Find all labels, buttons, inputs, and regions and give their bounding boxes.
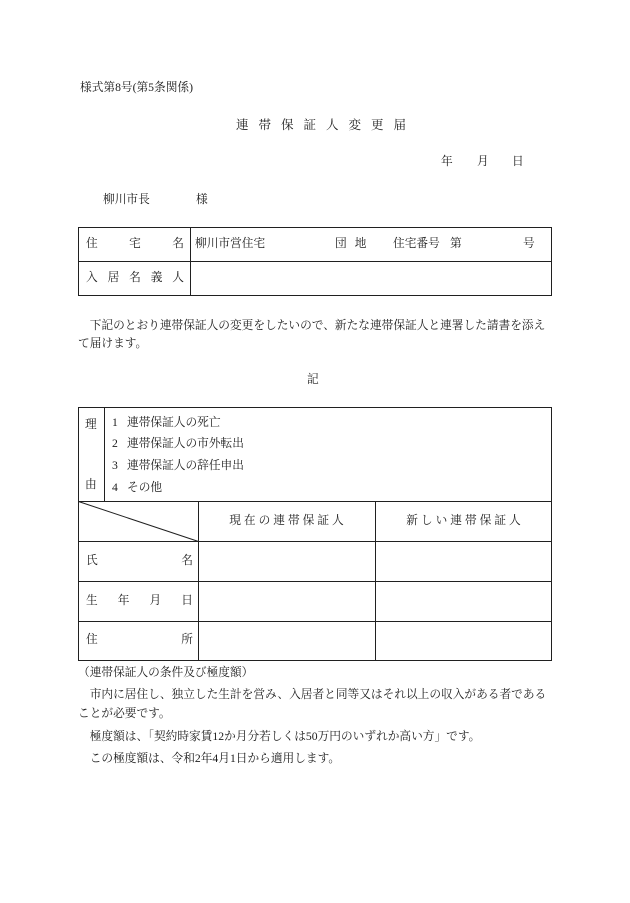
notes-limit-amount-text: 極度額は、「契約時家賃12か月分若しくは50万円のいずれか高い方」です。 — [89, 730, 481, 743]
estate-label: 団地 — [335, 237, 375, 250]
estate-name-field — [268, 228, 333, 261]
housing-name-prefix: 柳川市営住宅 — [195, 237, 266, 250]
label-character: 住 — [86, 633, 98, 646]
notes-eligibility-text: 市内に居住し、独立した生計を営み、入居者と同等又はそれ以上の収入がある者であることが必要です。 — [78, 688, 547, 720]
name-row-label — [86, 554, 193, 568]
unit-number-label: 住宅番号 — [393, 237, 440, 250]
label-character: 入 — [86, 271, 98, 284]
reason-option-number: 2 — [112, 437, 118, 450]
label-character: 名 — [129, 271, 141, 284]
date-year-field — [404, 152, 440, 172]
label-character: 名 — [181, 554, 193, 567]
reason-option-resignation: 連帯保証人の辞任申出 — [127, 459, 244, 472]
reason-option-death: 連帯保証人の死亡 — [127, 416, 221, 429]
reason-option-other: その他 — [127, 481, 163, 494]
new-guarantor-name-field — [376, 542, 551, 581]
section-mark: 記 — [307, 373, 319, 386]
date-day-field — [490, 152, 511, 172]
birthdate-row-label — [86, 594, 193, 608]
label-character: 生 — [86, 594, 98, 607]
header-diagonal-line — [79, 502, 199, 542]
label-character: 年 — [117, 594, 130, 607]
form-title: 連帯保証人変更届 — [236, 118, 417, 132]
tenant-name-label — [86, 271, 184, 285]
reason-option-number: 4 — [112, 481, 118, 494]
reason-label-top: 理 — [85, 418, 97, 431]
label-character: 所 — [181, 633, 193, 646]
addressee-name: 柳川市長 — [103, 193, 150, 206]
label-character: 日 — [181, 594, 193, 607]
reason-label-bottom: 由 — [85, 478, 97, 491]
current-guarantor-column-header: 現在の連帯保証人 — [229, 514, 347, 527]
notes-heading: （連帯保証人の条件及び極度額） — [78, 666, 254, 679]
tenant-name-field — [191, 262, 551, 295]
form-number: 様式第8号(第5条関係) — [80, 81, 193, 94]
address-row-label — [86, 633, 193, 647]
addressee-honorific: 様 — [196, 193, 208, 206]
date-month-label: 月 — [477, 155, 489, 168]
reason-option-moved-out: 連帯保証人の市外転出 — [127, 437, 244, 450]
current-guarantor-address-field — [199, 622, 375, 660]
addressee-blank — [152, 190, 194, 210]
label-character: 名 — [172, 237, 184, 250]
label-character: 月 — [149, 594, 162, 607]
notes-effective-date-text: この極度額は、令和2年4月1日から適用します。 — [89, 752, 341, 765]
unit-number-field — [463, 228, 522, 261]
label-character: 居 — [107, 271, 120, 284]
label-character: 住 — [86, 237, 98, 250]
reason-option-number: 1 — [112, 416, 118, 429]
new-guarantor-column-header: 新しい連帯保証人 — [406, 514, 524, 527]
unit-number-prefix: 第 — [450, 237, 462, 250]
request-statement: 下記のとおり連帯保証人の変更をしたいので、新たな連帯保証人と連署した請書を添えて届けます。 — [78, 319, 546, 350]
new-guarantor-birthdate-field — [376, 582, 551, 621]
housing-name-label — [86, 237, 184, 251]
current-guarantor-name-field — [199, 542, 375, 581]
label-character: 人 — [172, 271, 184, 284]
label-character: 宅 — [129, 237, 141, 250]
date-year-label: 年 — [441, 155, 453, 168]
date-day-label: 日 — [512, 155, 524, 168]
unit-number-suffix: 号 — [523, 237, 535, 250]
label-character: 氏 — [86, 554, 98, 567]
new-guarantor-address-field — [376, 622, 551, 660]
current-guarantor-birthdate-field — [199, 582, 375, 621]
date-month-field — [454, 152, 476, 172]
reason-option-number: 3 — [112, 459, 118, 472]
label-character: 義 — [150, 271, 163, 284]
